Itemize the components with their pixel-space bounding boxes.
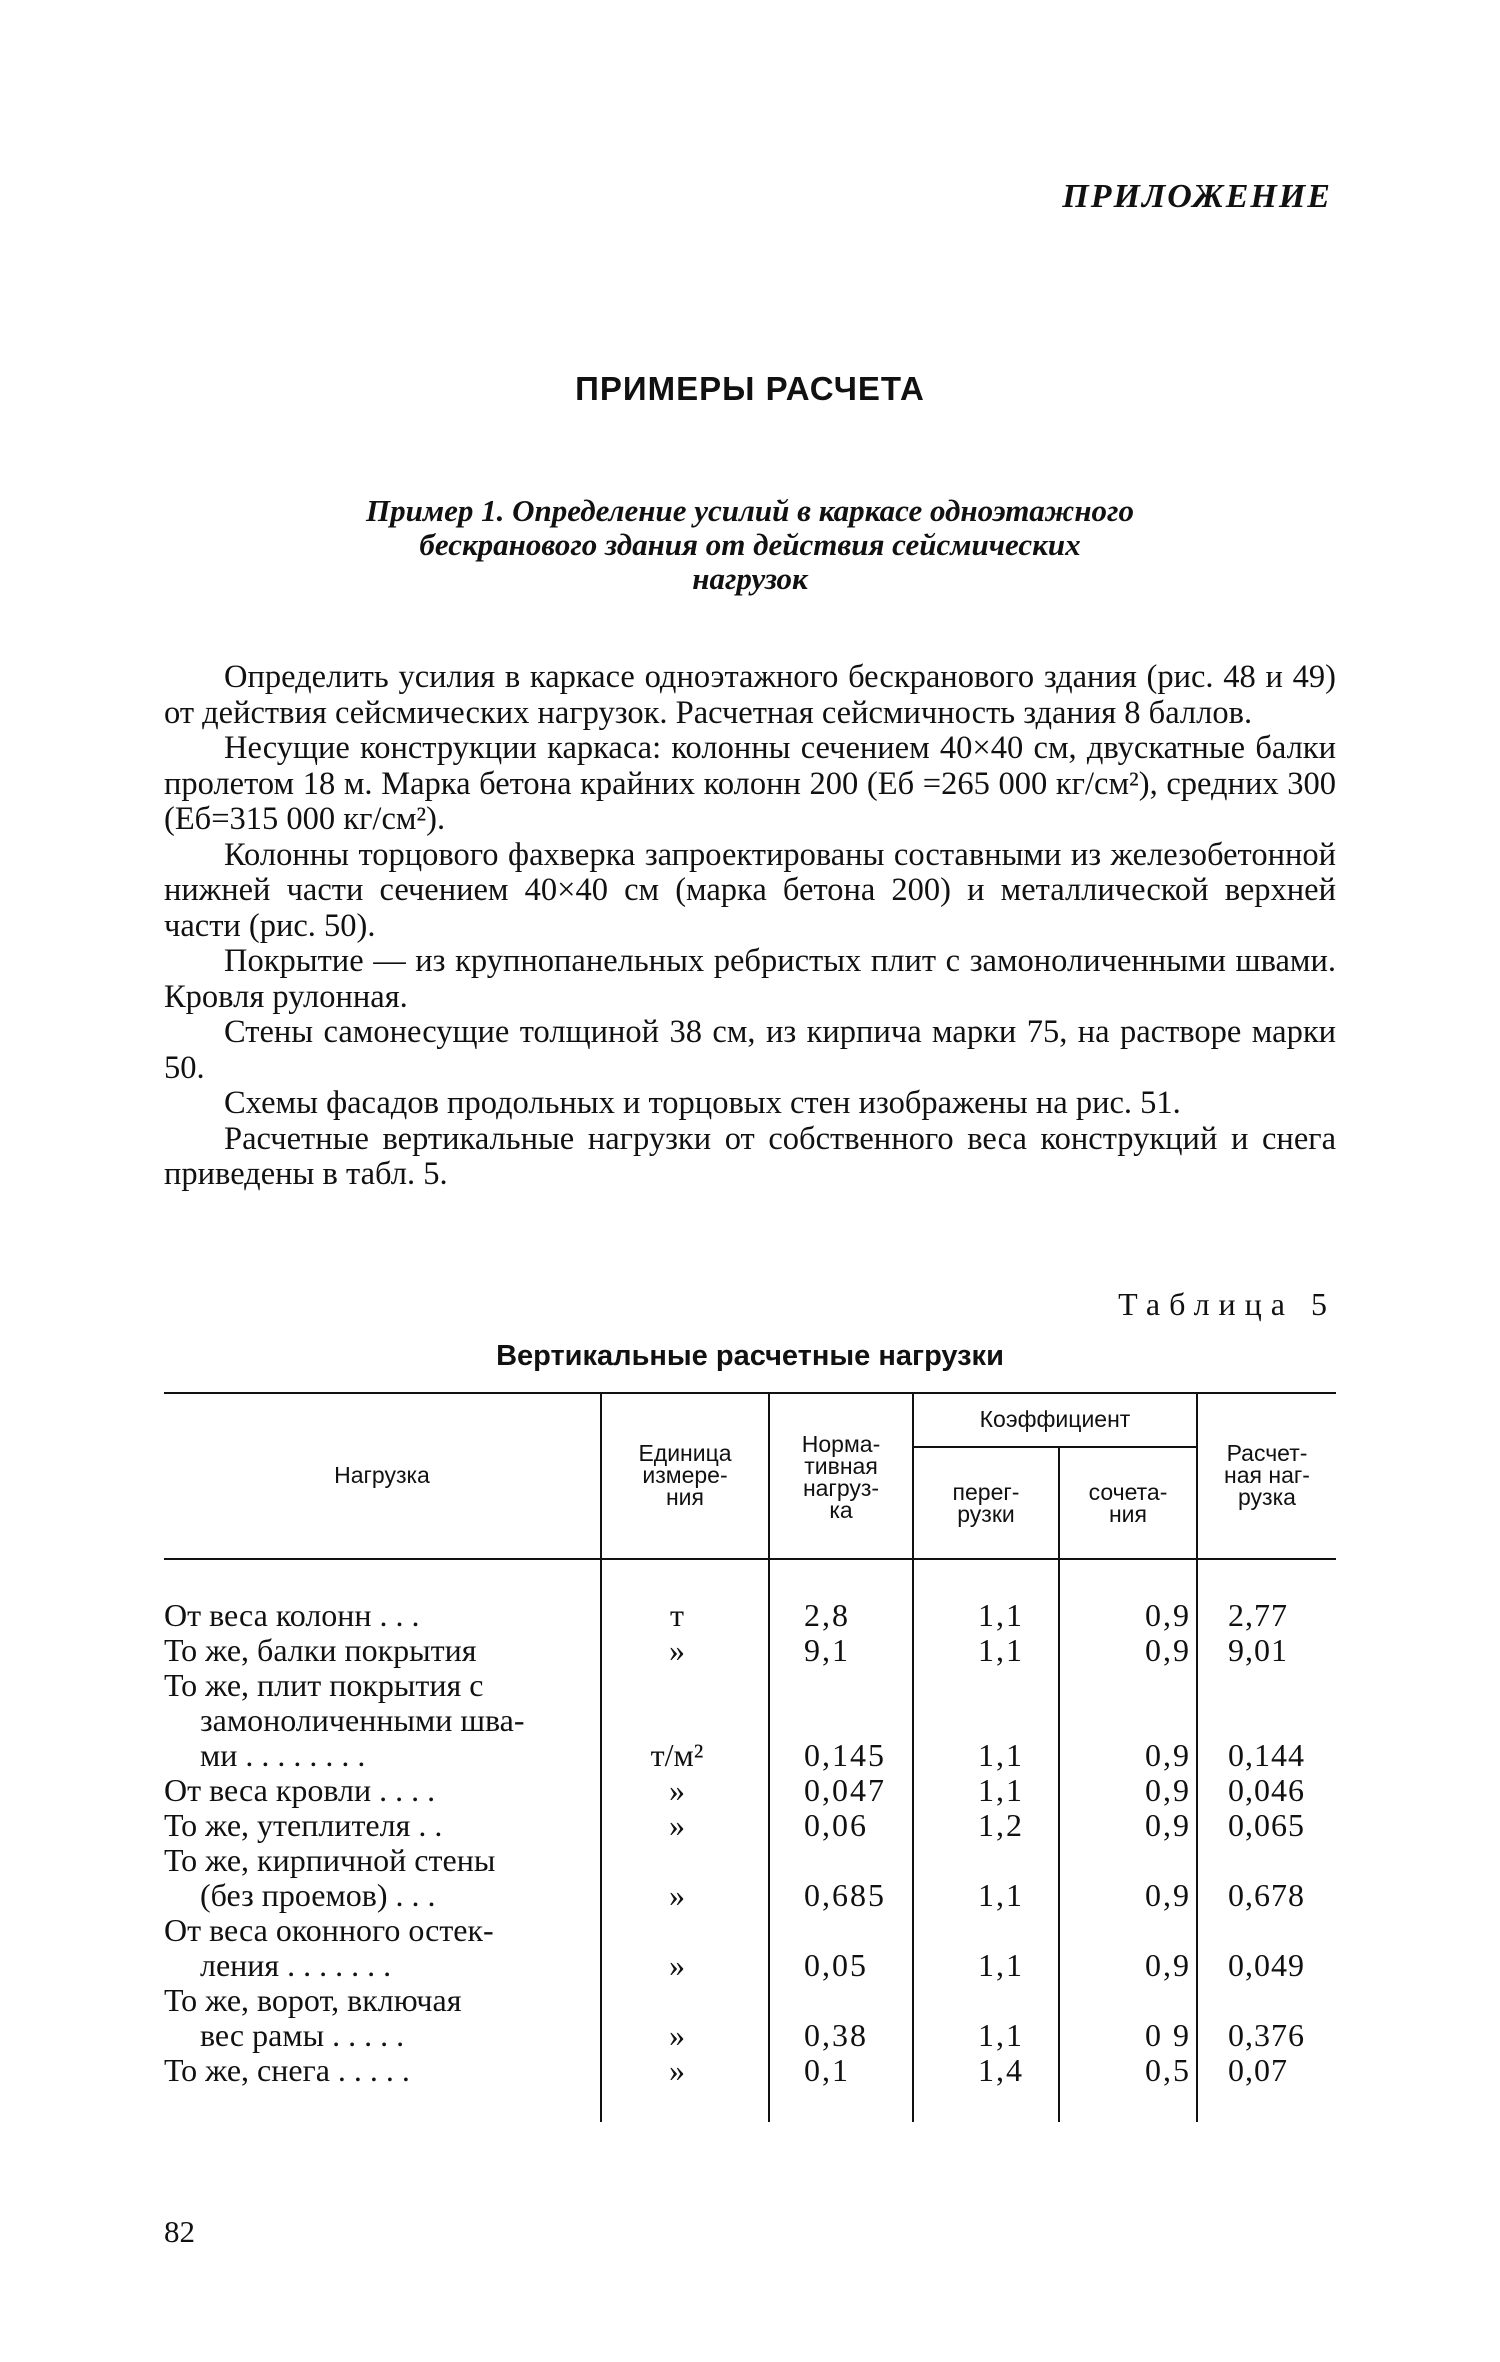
row-label-line: То же, снега . . . . .: [164, 2052, 410, 2088]
row-label-line: От веса кровли . . . .: [164, 1772, 436, 1808]
header-load: Нагрузка: [334, 1462, 430, 1488]
paragraph: Покрытие — из крупнопанельных ребристых плит с замоноличенными швами. Кровля рулонная.: [164, 943, 1336, 1015]
row-label-line: То же, плит покрытия с: [164, 1667, 484, 1703]
cell-design: 0,049: [1228, 1947, 1305, 1983]
cell-combination: 0,9: [1145, 1877, 1191, 1913]
row-label-line: ления . . . . . . .: [200, 1947, 392, 1983]
row-label-line: От веса колонн . . .: [164, 1597, 420, 1633]
cell-unit: »: [669, 1632, 685, 1668]
cell-overload: 1,1: [978, 1877, 1024, 1913]
header-coefficient: Коэффициент: [979, 1406, 1131, 1432]
paragraph: Стены самонесущие толщиной 38 см, из кирпича марки 75, на растворе марки 50.: [164, 1014, 1336, 1086]
cell-unit: т: [670, 1597, 684, 1633]
paragraph: Расчетные вертикальные нагрузки от собственного веса конструкций и снега приведены в табл. 5.: [164, 1120, 1336, 1192]
cell-design: 0,376: [1228, 2017, 1305, 2053]
cell-design: 0,144: [1228, 1737, 1305, 1773]
cell-normative: 0,047: [804, 1772, 886, 1808]
example-title: [250, 494, 1250, 596]
row-label-line: ми . . . . . . . .: [200, 1737, 366, 1773]
row-label-line: замоноличенными шва-: [200, 1702, 525, 1738]
header-design: Расчет- ная наг- рузка: [1224, 1440, 1310, 1510]
cell-combination: 0,9: [1145, 1772, 1191, 1808]
header-overload: перег- рузки: [952, 1479, 1020, 1527]
cell-combination: 0,9: [1145, 1632, 1191, 1668]
cell-design: 9,01: [1228, 1632, 1288, 1668]
cell-overload: 1,1: [978, 1737, 1024, 1773]
page-number: 82: [164, 2214, 195, 2249]
row-label: [164, 1913, 594, 1983]
cell-unit: »: [669, 1772, 685, 1808]
row-label: [164, 1808, 594, 1843]
cell-unit: »: [669, 1807, 685, 1843]
cell-unit: »: [669, 1877, 685, 1913]
cell-design: 0,678: [1228, 1877, 1305, 1913]
cell-normative: 0,06: [804, 1807, 868, 1843]
cell-overload: 1,1: [978, 1597, 1024, 1633]
cell-overload: 1,1: [978, 1632, 1024, 1668]
row-label: [164, 1668, 594, 1773]
example-title-line: нагрузок: [692, 561, 808, 596]
table-row: [164, 1773, 1336, 1808]
cell-normative: 2,8: [804, 1597, 850, 1633]
cell-overload: 1,1: [978, 2017, 1024, 2053]
table-row: [164, 1668, 1336, 1773]
body-text: [164, 660, 1336, 1193]
paragraph: Несущие конструкции каркаса: колонны сечением 40×40 см, двускатные балки пролетом 18 м. Марка бетона крайних колонн 200 (Еб =265 000 кг/см²), средних 300 (Еб=315 000 кг/см²).: [164, 730, 1336, 837]
table-row: [164, 1913, 1336, 1983]
cell-normative: 0,1: [804, 2052, 850, 2088]
header-normative: Норма- тивная нагруз- ка: [801, 1431, 881, 1523]
cell-unit: »: [669, 1947, 685, 1983]
row-label: [164, 1633, 594, 1668]
row-label: [164, 1843, 594, 1913]
header-combination: сочета- ния: [1088, 1479, 1168, 1527]
cell-combination: 0,9: [1145, 1947, 1191, 1983]
row-label-line: (без проемов) . . .: [200, 1877, 436, 1913]
cell-overload: 1,1: [978, 1772, 1024, 1808]
row-label-line: От веса оконного остек-: [164, 1912, 494, 1948]
cell-design: 0,046: [1228, 1772, 1305, 1808]
cell-unit: »: [669, 2052, 685, 2088]
example-title-line: Пример 1. Определение усилий в каркасе одноэтажного: [366, 493, 1134, 528]
table-row: [164, 2053, 1336, 2088]
table-row: [164, 1843, 1336, 1913]
cell-unit: т/м²: [650, 1737, 704, 1773]
row-label-line: То же, балки покрытия: [164, 1632, 477, 1668]
cell-normative: 0,05: [804, 1947, 868, 1983]
cell-normative: 0,38: [804, 2017, 868, 2053]
loads-table: [164, 1392, 1336, 2132]
cell-combination: 0 9: [1145, 2017, 1191, 2053]
header-bottom-rule: [164, 1558, 1336, 1560]
row-label: [164, 1598, 594, 1633]
cell-normative: 0,685: [804, 1877, 886, 1913]
cell-combination: 0,5: [1145, 2052, 1191, 2088]
table-row: [164, 1633, 1336, 1668]
cell-overload: 1,2: [978, 1807, 1024, 1843]
cell-overload: 1,1: [978, 1947, 1024, 1983]
row-label: [164, 2053, 594, 2088]
cell-design: 2,77: [1228, 1597, 1288, 1633]
table-title: Вертикальные расчетные нагрузки: [496, 1340, 1004, 1372]
row-label-line: То же, утеплителя . .: [164, 1807, 443, 1843]
row-label-line: То же, ворот, включая: [164, 1982, 462, 2018]
row-label: [164, 1983, 594, 2053]
cell-combination: 0,9: [1145, 1737, 1191, 1773]
cell-combination: 0,9: [1145, 1597, 1191, 1633]
cell-combination: 0,9: [1145, 1807, 1191, 1843]
header-unit: Единица измере- ния: [638, 1440, 732, 1510]
paragraph: Колонны торцового фахверка запроектированы составными из железобетонной нижней части сечением 40×40 см (марка бетона 200) и металлической верхней части (рис. 50).: [164, 836, 1336, 944]
cell-normative: 9,1: [804, 1632, 850, 1668]
paragraph: Схемы фасадов продольных и торцовых стен изображены на рис. 51.: [224, 1085, 1181, 1121]
table-row: [164, 1983, 1336, 2053]
appendix-heading: ПРИЛОЖЕНИЕ: [1062, 178, 1332, 215]
section-title: ПРИМЕРЫ РАСЧЕТА: [575, 370, 925, 407]
cell-design: 0,065: [1228, 1807, 1305, 1843]
cell-design: 0,07: [1228, 2052, 1288, 2088]
table-label: Таблица 5: [1118, 1286, 1336, 1322]
table-row: [164, 1598, 1336, 1633]
cell-unit: »: [669, 2017, 685, 2053]
row-label-line: вес рамы . . . . .: [200, 2017, 405, 2053]
cell-overload: 1,4: [978, 2052, 1024, 2088]
row-label-line: То же, кирпичной стены: [164, 1842, 496, 1878]
row-label: [164, 1773, 594, 1808]
example-title-line: бескранового здания от действия сейсмических: [419, 527, 1081, 562]
cell-normative: 0,145: [804, 1737, 886, 1773]
table-row: [164, 1808, 1336, 1843]
paragraph: Определить усилия в каркасе одноэтажного бескранового здания (рис. 48 и 49) от действия сейсмических нагрузок. Расчетная сейсмичность здания 8 баллов.: [164, 659, 1336, 731]
